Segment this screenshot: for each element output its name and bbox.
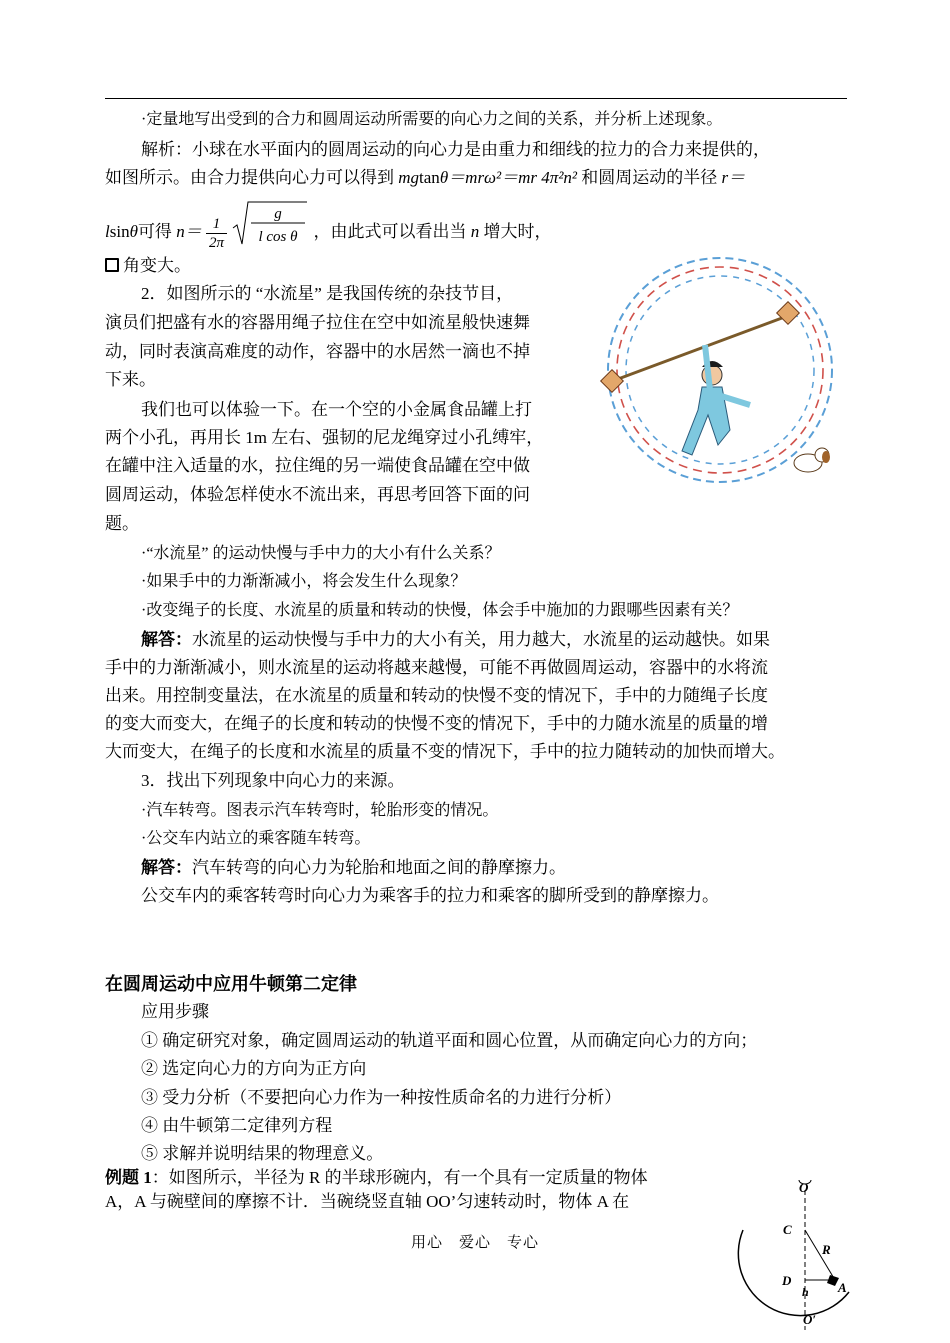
section-heading: 在圆周运动中应用牛顿第二定律 xyxy=(105,974,357,994)
text-line: 应用步骤 xyxy=(141,1002,209,1021)
sqrt-numerator: g xyxy=(274,206,282,222)
label-C: C xyxy=(783,1222,792,1237)
question-line: ·“水流星” 的运动快慢与手中力的大小有什么关系？ xyxy=(141,545,501,562)
text-line: ·汽车转弯。图表示汽车转弯时，轮胎形变的情况。 xyxy=(141,802,499,819)
text-line: ·公交车内站立的乘客随车转弯。 xyxy=(141,830,371,847)
text-line: 3．找出下列现象中向心力的来源。 xyxy=(141,771,405,790)
step-item: ③ 受力分析（不要把向心力作为一种按性质命名的力进行分析） xyxy=(141,1088,622,1107)
square-root xyxy=(231,198,309,268)
sqrt-denominator: l cos θ xyxy=(258,229,298,245)
header-rule xyxy=(105,98,847,99)
label-h: h xyxy=(802,1285,809,1299)
text-line: 动，同时表演高难度的动作，容器中的水居然一滴也不掉 xyxy=(105,342,530,361)
text-line: 2．如图所示的 “水流星” 是我国传统的杂技节目， xyxy=(141,284,514,303)
step-item: ① 确定研究对象，确定圆周运动的轨道平面和圆心位置，从而确定向心力的方向； xyxy=(141,1031,758,1050)
bowl-diagram xyxy=(735,1172,850,1343)
answer-line: 大而变大，在绳子的长度和水流星的质量不变的情况下，手中的拉力随转动的加快而增大。 xyxy=(105,742,785,761)
water-meteor-illustration xyxy=(590,245,850,495)
text-line: 两个小孔，再用长 1m 左右、强韧的尼龙绳穿过小孔缚牢， xyxy=(105,428,544,447)
answer-line: 手中的力渐渐减小，则水流星的运动将越来越慢，可能不再做圆周运动，容器中的水将流 xyxy=(105,658,768,677)
text-line: 演员们把盛有水的容器用绳子拉住在空中如流星般快速舞 xyxy=(105,313,530,332)
answer-line: 公交车内的乘客转弯时向心力为乘客手的拉力和乘客的脚所受到的静摩擦力。 xyxy=(141,886,719,905)
text-line: 解析：小球在水平面内的圆周运动的向心力是由重力和细线的拉力的合力来提供的， xyxy=(141,140,770,159)
answer-line: 解答：水流星的运动快慢与手中力的大小有关，用力越大，水流星的运动越快。如果 xyxy=(141,630,770,649)
question-line: ·如果手中的力渐渐减小，将会发生什么现象？ xyxy=(141,573,467,590)
text-line: 下来。 xyxy=(105,370,156,389)
step-item: ④ 由牛顿第二定律列方程 xyxy=(141,1116,333,1135)
label-O: O xyxy=(799,1180,809,1195)
page-footer: 用心 爱心 专心 xyxy=(410,1235,539,1251)
fraction: $\frac{1}{2\pi}$ xyxy=(206,215,227,252)
text-line: 角变大。 xyxy=(105,252,191,279)
formula-line: lsinθ可得 n＝ $\frac{1}{2\pi}$ g l cos θ ，由此式可以看出当 n 增大时， xyxy=(105,198,551,268)
label-D: D xyxy=(782,1273,792,1288)
label-O-prime: O′ xyxy=(803,1312,817,1327)
text-line: 圆周运动，体验怎样使水不流出来，再思考回答下面的问 xyxy=(105,485,530,504)
question-line: ·改变绳子的长度、水流星的质量和转动的快慢，体会手中施加的力跟哪些因素有关？ xyxy=(141,602,739,619)
example-line: A，A 与碗壁间的摩擦不计．当碗绕竖直轴 OO’匀速转动时，物体 A 在 xyxy=(105,1192,630,1211)
text-line: 如图所示。由合力提供向心力可以得到 mgtanθ＝mrω²＝mr 4π²n² 和圆周运动的半径 r＝ xyxy=(105,168,746,187)
step-item: ② 选定向心力的方向为正方向 xyxy=(141,1059,367,1078)
text-line: 我们也可以体验一下。在一个空的小金属食品罐上打 xyxy=(141,400,532,419)
text-line: ·定量地写出受到的合力和圆周运动所需要的向心力之间的关系，并分析上述现象。 xyxy=(141,111,723,128)
checkbox-icon xyxy=(105,258,119,272)
answer-line: 解答：汽车转弯的向心力为轮胎和地面之间的静摩擦力。 xyxy=(141,858,566,877)
label-A: A xyxy=(838,1280,847,1295)
answer-line: 出来。用控制变量法，在水流星的质量和转动的快慢不变的情况下，手中的力随绳子长度 xyxy=(105,686,768,705)
step-item: ⑤ 求解并说明结果的物理意义。 xyxy=(141,1144,384,1163)
answer-line: 的变大而变大，在绳子的长度和转动的快慢不变的情况下，手中的力随水流星的质量的增 xyxy=(105,714,768,733)
label-R: R xyxy=(822,1242,831,1257)
example-line: 例题 1：如图所示，半径为 R 的半球形碗内，有一个具有一定质量的物体 xyxy=(105,1168,648,1187)
text-line: 在罐中注入适量的水，拉住绳的另一端使食品罐在空中做 xyxy=(105,456,530,475)
text-line: 题。 xyxy=(105,514,139,533)
